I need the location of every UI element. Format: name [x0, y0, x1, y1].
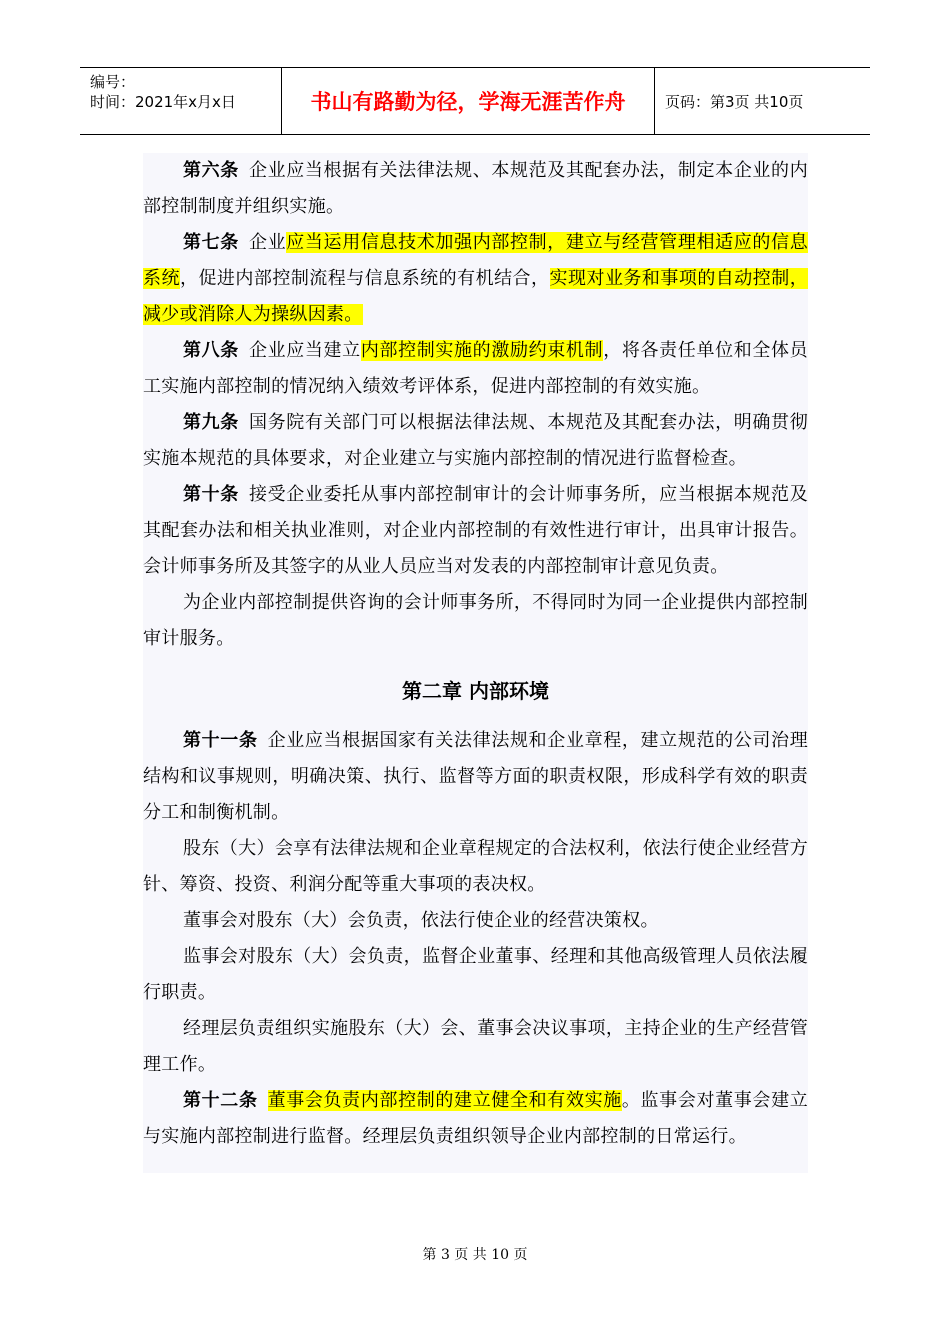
paragraph — [143, 831, 808, 903]
code-label: 编号： — [90, 73, 136, 91]
highlighted-text: 应当运用信息技术加强内部控制，建立与经营管理相适应的信息系统 — [143, 232, 808, 289]
header-motto: 书山有路勤为径，学海无涯苦作舟 — [282, 68, 655, 134]
paragraph — [143, 225, 808, 333]
paragraph — [143, 939, 808, 1011]
paragraph — [143, 723, 808, 831]
paragraph — [143, 1011, 808, 1083]
page-header — [80, 67, 870, 135]
paragraph-text: 企业 — [248, 232, 287, 253]
paragraph — [143, 333, 808, 405]
paragraph-text: 企业应当根据有关法律法规、本规范及其配套办法，制定本企业的内部控制制度并组织实施。 — [143, 160, 809, 217]
time-label: 时间：2021年x月x日 — [90, 93, 236, 111]
article-number: 第十一条 — [183, 730, 258, 751]
article-number: 第十二条 — [183, 1090, 258, 1111]
paragraph — [143, 585, 808, 657]
highlighted-text: 董事会负责内部控制的建立健全和有效实施 — [267, 1090, 622, 1111]
paragraph-text: 董事会对股东（大）会负责，依法行使企业的经营决策权。 — [183, 910, 659, 931]
document-body — [143, 153, 808, 1173]
paragraph-text: 为企业内部控制提供咨询的会计师事务所，不得同时为同一企业提供内部控制审计服务。 — [143, 592, 808, 649]
article-number: 第八条 — [183, 340, 239, 361]
article-number: 第七条 — [183, 232, 239, 253]
paragraph — [143, 1083, 808, 1155]
articles-block-1 — [143, 153, 808, 657]
article-number: 第六条 — [183, 160, 239, 181]
highlighted-text: 内部控制实施的激励约束机制 — [360, 340, 604, 361]
paragraph-text: 企业应当建立 — [248, 340, 361, 361]
articles-block-2 — [143, 723, 808, 1155]
article-number: 第十条 — [183, 484, 239, 505]
paragraph-text: 国务院有关部门可以根据法律法规、本规范及其配套办法，明确贯彻实施本规范的具体要求，对企业建立与实施内部控制的情况进行监督检查。 — [143, 412, 809, 469]
paragraph — [143, 153, 808, 225]
chapter-title: 第二章 内部环境 — [402, 679, 549, 703]
paragraph-text: 经理层负责组织实施股东（大）会、董事会决议事项，主持企业的生产经营管理工作。 — [143, 1018, 808, 1075]
header-meta — [80, 68, 282, 134]
paragraph — [143, 477, 808, 585]
paragraph — [143, 903, 808, 939]
page-footer: 第 3 页 共 10 页 — [422, 1247, 528, 1263]
paragraph-text: ，促进内部控制流程与信息系统的有机结合， — [179, 268, 550, 289]
paragraph-text: 。监事会对董事会建立与实施内部控制进行监督。经理层负责组织领导企业内部控制的日常运行。 — [143, 1090, 809, 1147]
article-number: 第九条 — [183, 412, 239, 433]
paragraph-text: 接受企业委托从事内部控制审计的会计师事务所，应当根据本规范及其配套办法和相关执业准则，对企业内部控制的有效性进行审计，出具审计报告。会计师事务所及其签字的从业人员应当对发表的内部控制审计意见负责。 — [143, 484, 809, 577]
highlighted-text: 实现对业务和事项的自动控制，减少或消除人为操纵因素。 — [143, 268, 809, 325]
paragraph-text: 股东（大）会享有法律法规和企业章程规定的合法权利，依法行使企业经营方针、筹资、投资、利润分配等重大事项的表决权。 — [143, 838, 808, 895]
paragraph-text: 企业应当根据国家有关法律法规和企业章程，建立规范的公司治理结构和议事规则，明确决策、执行、监督等方面的职责权限，形成科学有效的职责分工和制衡机制。 — [143, 730, 808, 823]
header-page-info: 页码：第3页 共10页 — [665, 92, 804, 111]
paragraph-text: ，将各责任单位和全体员工实施内部控制的情况纳入绩效考评体系，促进内部控制的有效实施。 — [143, 340, 808, 397]
paragraph — [143, 405, 808, 477]
paragraph-text: 监事会对股东（大）会负责，监督企业董事、经理和其他高级管理人员依法履行职责。 — [143, 946, 808, 1003]
